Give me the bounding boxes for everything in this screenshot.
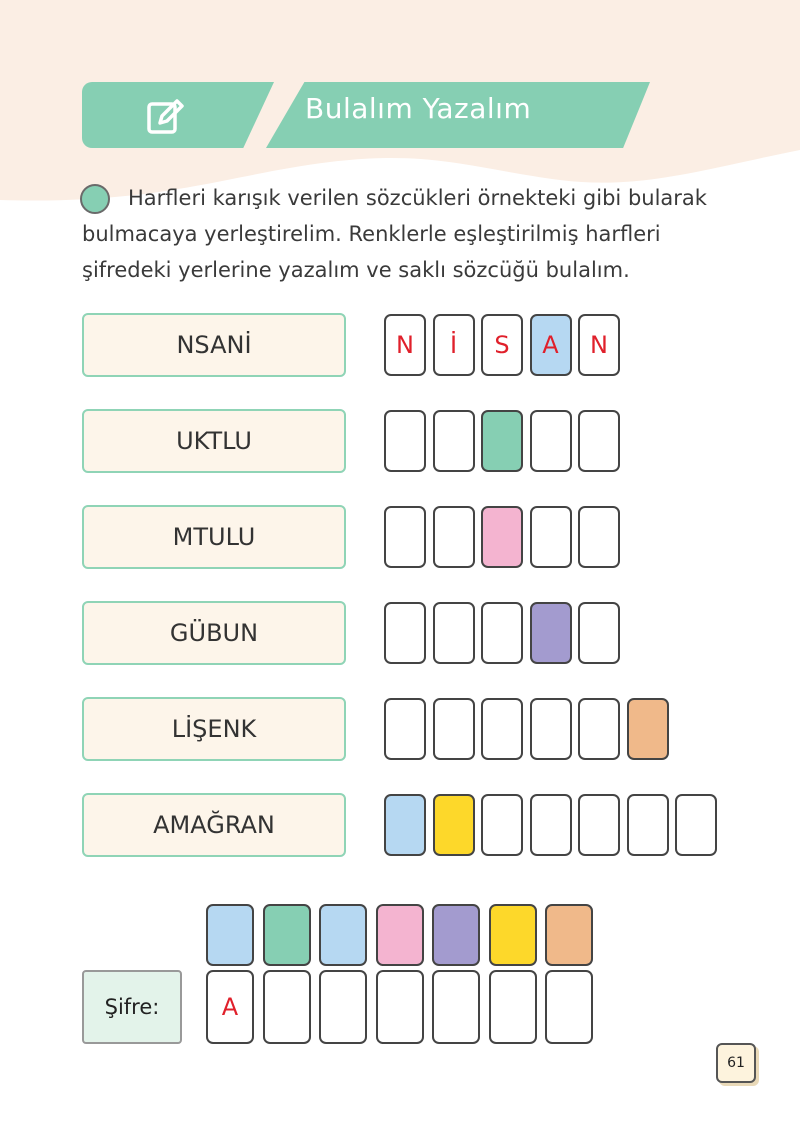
- answer-letter-cell[interactable]: N: [384, 314, 426, 376]
- cipher-letter-cell[interactable]: [489, 970, 537, 1044]
- cipher-letter-cell[interactable]: [432, 970, 480, 1044]
- answer-letter-cell[interactable]: [675, 794, 717, 856]
- answer-letter-cell[interactable]: [384, 602, 426, 664]
- answer-letter-cell[interactable]: N: [578, 314, 620, 376]
- answer-letter-cell[interactable]: [627, 698, 669, 760]
- scrambled-word-box: LİŞENK: [82, 697, 346, 761]
- answer-letter-cell[interactable]: [384, 410, 426, 472]
- answer-letter-cell[interactable]: [530, 410, 572, 472]
- cipher-color-swatch: [376, 904, 424, 966]
- cipher-letter-cell[interactable]: A: [206, 970, 254, 1044]
- answer-letter-cell[interactable]: [530, 602, 572, 664]
- cipher-letter-cell[interactable]: [376, 970, 424, 1044]
- cipher-label: Şifre:: [82, 970, 182, 1044]
- answer-letter-cell[interactable]: [578, 506, 620, 568]
- answer-letter-cell[interactable]: [433, 602, 475, 664]
- answer-letter-cell[interactable]: [578, 602, 620, 664]
- scrambled-word-box: GÜBUN: [82, 601, 346, 665]
- answer-letter-cell[interactable]: [433, 410, 475, 472]
- cipher-letter-cell[interactable]: [545, 970, 593, 1044]
- cipher-color-swatch: [489, 904, 537, 966]
- answer-letter-cell[interactable]: [530, 698, 572, 760]
- answer-letter-cell[interactable]: [433, 506, 475, 568]
- answer-letter-cell[interactable]: [481, 794, 523, 856]
- answer-letter-cell[interactable]: [578, 794, 620, 856]
- cipher-color-swatch: [545, 904, 593, 966]
- answer-letter-cell[interactable]: [384, 506, 426, 568]
- edit-note-icon: [146, 96, 186, 136]
- scrambled-word-box: NSANİ: [82, 313, 346, 377]
- answer-letter-cell[interactable]: [481, 602, 523, 664]
- answer-letter-cell[interactable]: [530, 506, 572, 568]
- answer-letter-cell[interactable]: [578, 698, 620, 760]
- answer-letter-cell[interactable]: [433, 698, 475, 760]
- answer-letter-cell[interactable]: İ: [433, 314, 475, 376]
- answer-letter-cell[interactable]: [433, 794, 475, 856]
- bullet-marker-icon: [80, 184, 110, 214]
- answer-letter-cell[interactable]: [627, 794, 669, 856]
- answer-letter-cell[interactable]: [530, 794, 572, 856]
- instruction-text: Harfleri karışık verilen sözcükleri örnekteki gibi bularak bulmacaya yerleştirelim. Renklerle eşleştirilmiş harfleri şifredeki yerlerine yazalım ve saklı sözcüğü bulalım.: [82, 186, 707, 282]
- answer-letter-cell[interactable]: [481, 506, 523, 568]
- cipher-letter-cell[interactable]: [319, 970, 367, 1044]
- cipher-color-swatch: [319, 904, 367, 966]
- section-title: Bulalım Yazalım: [305, 92, 532, 125]
- scrambled-word-box: AMAĞRAN: [82, 793, 346, 857]
- cipher-color-swatch: [432, 904, 480, 966]
- answer-letter-cell[interactable]: [481, 410, 523, 472]
- answer-letter-cell[interactable]: [481, 698, 523, 760]
- answer-letter-cell[interactable]: [384, 794, 426, 856]
- cipher-letter-cell[interactable]: [263, 970, 311, 1044]
- page-number: 61: [716, 1043, 756, 1083]
- answer-letter-cell[interactable]: [384, 698, 426, 760]
- scrambled-word-box: MTULU: [82, 505, 346, 569]
- answer-letter-cell[interactable]: A: [530, 314, 572, 376]
- answer-letter-cell[interactable]: S: [481, 314, 523, 376]
- scrambled-word-box: UKTLU: [82, 409, 346, 473]
- cipher-color-swatch: [206, 904, 254, 966]
- cipher-color-swatch: [263, 904, 311, 966]
- answer-letter-cell[interactable]: [578, 410, 620, 472]
